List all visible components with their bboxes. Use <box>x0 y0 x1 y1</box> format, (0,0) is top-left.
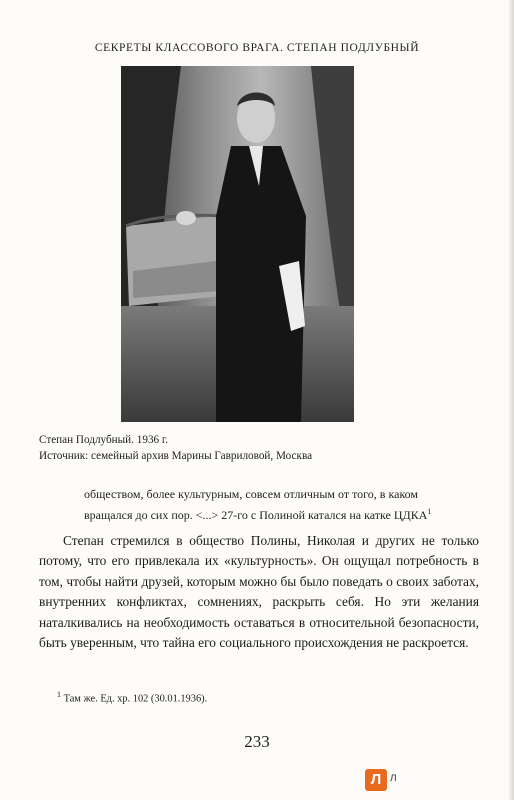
footnote-text: Там же. Ед. хр. 102 (30.01.1936). <box>63 693 208 705</box>
photo-caption <box>39 432 479 464</box>
body-paragraph: Степан стремился в общество Полины, Николая и других не только потому, что его привлекала их «культурность». Он ощущал потребность в том, чтобы найти друзей, которым можно бы было поведать о своих заботах, внутренних конфликтах, сомнениях, раскрыть себя. Но эти желания наталкивались на необходимость оставаться в относительной безопасности, быть уверенным, что тайна его социального происхождения не раскроется. <box>39 533 479 651</box>
portrait-photo <box>121 66 354 422</box>
page-number: 233 <box>244 732 270 751</box>
watermark-site: л <box>390 772 397 784</box>
photo-caption-title: Степан Подлубный. 1936 г. <box>39 434 169 446</box>
page-edge-shadow <box>508 0 514 800</box>
photo-caption-source: Источник: семейный архив Марины Гавриловой, Москва <box>39 450 313 462</box>
footnote-number: 1 <box>57 690 61 699</box>
watermark-logo: Л <box>365 769 387 791</box>
quote-line-1: обществом, более культурным, совсем отличным от того, в каком <box>84 487 419 501</box>
footnote <box>57 690 477 704</box>
quote-line-2-text: вращался до сих пор. <...> 27-го с Полиной катался на катке ЦДКА <box>84 508 428 522</box>
quote-line-2 <box>84 503 444 524</box>
footnote-ref: 1 <box>427 507 432 516</box>
quote-block <box>84 485 444 524</box>
running-head: СЕКРЕТЫ КЛАССОВОГО ВРАГА. СТЕПАН ПОДЛУБНЫЙ <box>94 42 420 54</box>
